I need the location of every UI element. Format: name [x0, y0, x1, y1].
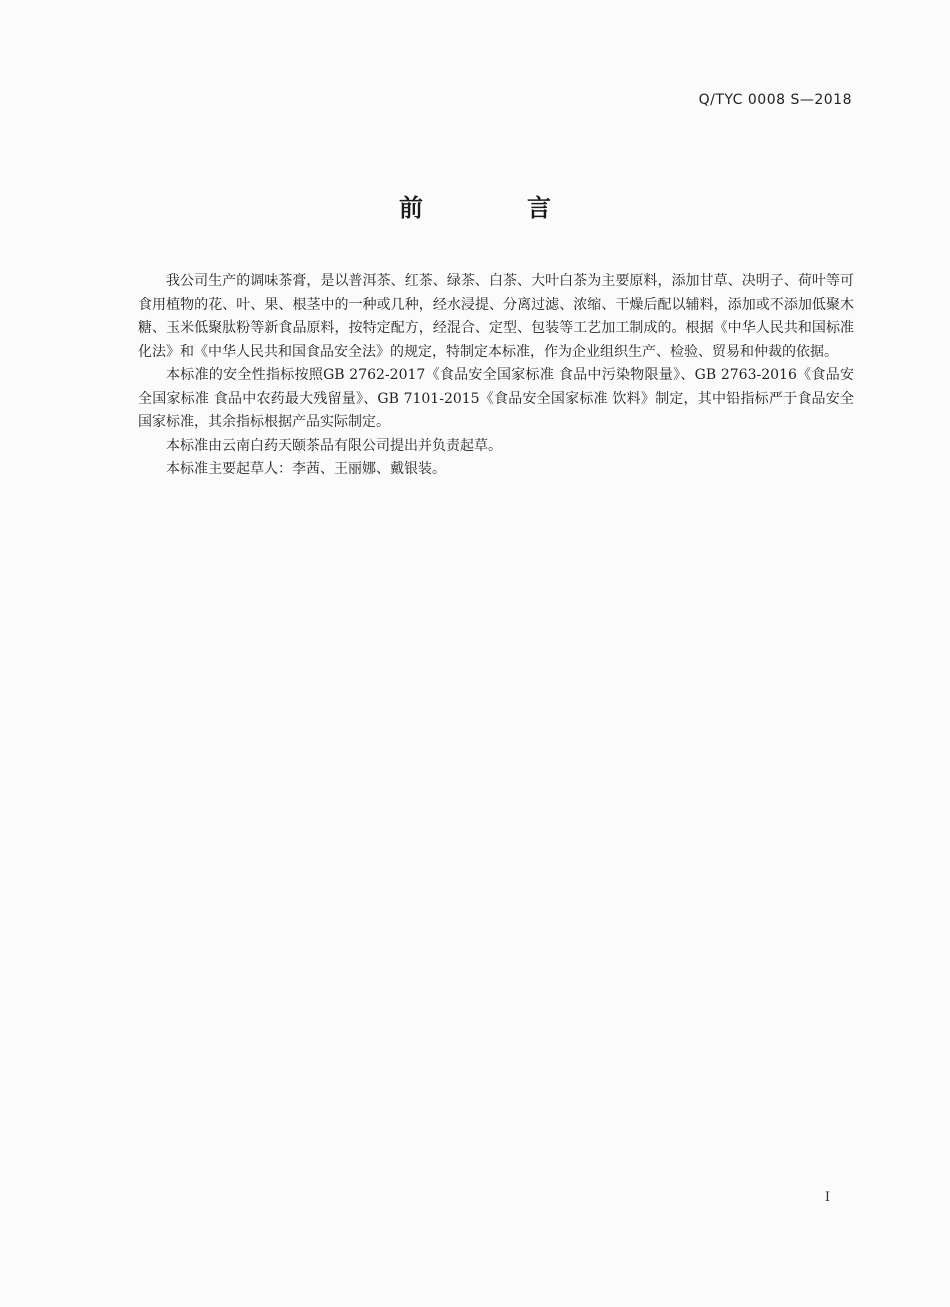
paragraph-proposer: 本标准由云南白药天颐茶品有限公司提出并负责起草。	[166, 437, 502, 454]
standard-code: Q/TYC 0008 S—2018	[698, 92, 852, 108]
foreword-body	[138, 270, 854, 482]
page-number: I	[824, 1190, 830, 1205]
paragraph-intro: 我公司生产的调味茶膏，是以普洱茶、红茶、绿茶、白茶、大叶白茶为主要原料，添加甘草、决明子、荷叶等可食用植物的花、叶、果、根茎中的一种或几种，经水浸提、分离过滤、浓缩、干燥后配以辅料，添加或不添加低聚木糖、玉米低聚肽粉等新食品原料，按特定配方，经混合、定型、包装等工艺加工制成的。根据《中华人民共和国标准化法》和《中华人民共和国食品安全法》的规定，特制定本标准，作为企业组织生产、检验、贸易和仲裁的依据。	[138, 273, 854, 360]
paragraph-drafters: 本标准主要起草人：李茜、王丽娜、戴银装。	[166, 461, 446, 477]
page-title: 前 言	[399, 194, 591, 222]
paragraph-safety-indicators: 本标准的安全性指标按照GB 2762-2017《食品安全国家标准 食品中污染物限量》、GB 2763-2016《食品安全国家标准 食品中农药最大残留量》、GB 7101-2015《食品安全国家标准 饮料》制定，其中铅指标严于食品安全国家标准，其余指标根据产品实际制定。	[138, 367, 854, 430]
